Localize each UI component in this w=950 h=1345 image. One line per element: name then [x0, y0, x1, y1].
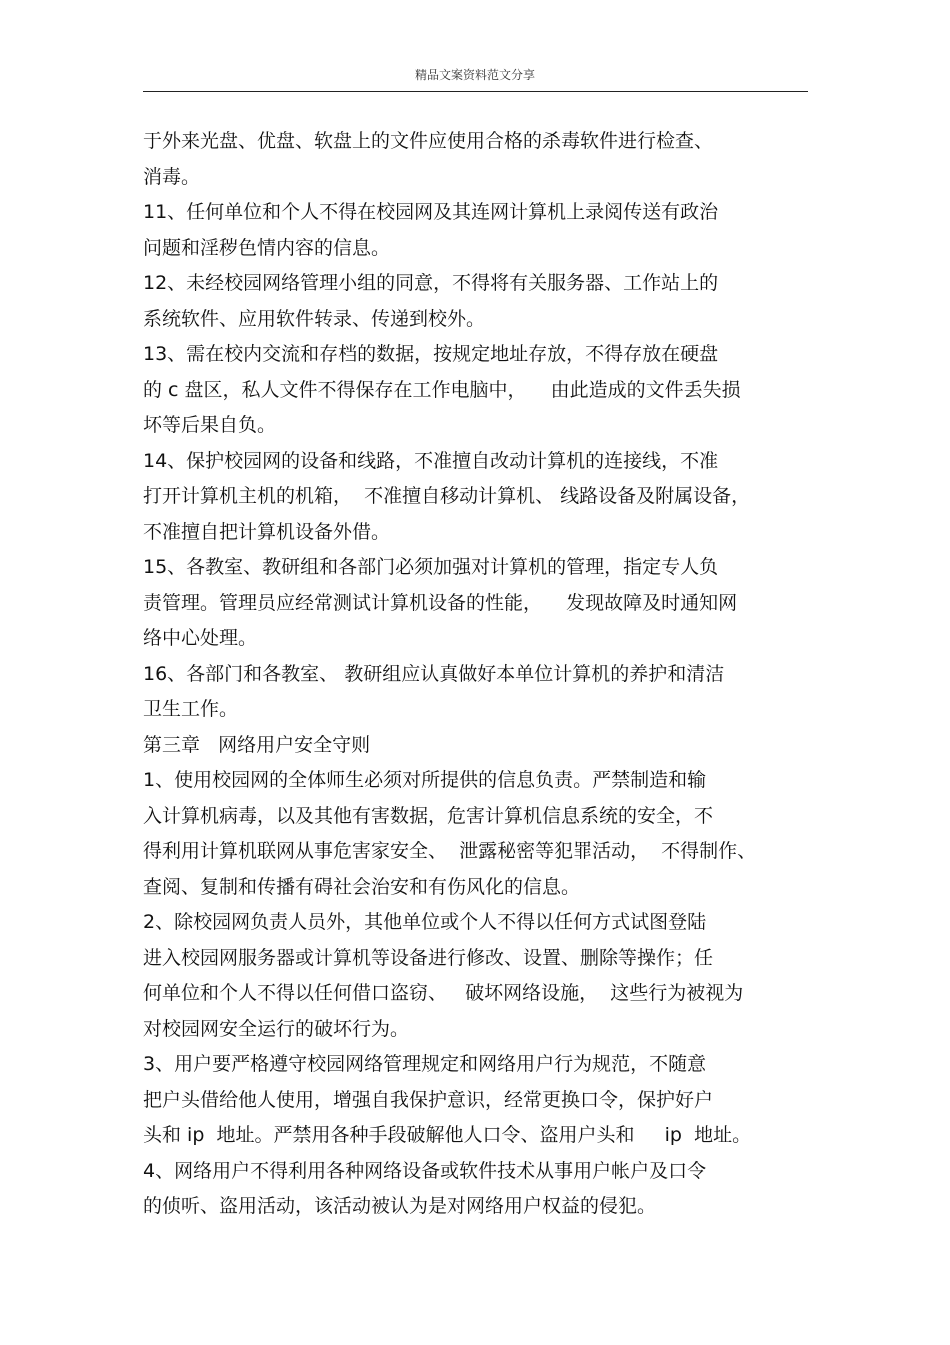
text-line: 系统软件、应用软件转录、传递到校外。 — [143, 307, 486, 330]
document-body — [143, 124, 823, 1225]
text-line: 何单位和个人不得以任何借口盗窃、 破坏网络设施， 这些行为被视为 — [143, 982, 744, 1004]
text-line: 13、需在校内交流和存档的数据，按规定地址存放，不得存放在硬盘 — [143, 343, 719, 365]
text-line: 4、网络用户不得利用各种网络设备或软件技术从事用户帐户及口令 — [143, 1159, 707, 1182]
text-line: 12、未经校园网络管理小组的同意，不得将有关服务器、工作站上的 — [143, 272, 719, 294]
text-line: 打开计算机主机的机箱， 不准擅自移动计算机、 线路设备及附属设备， — [143, 485, 751, 507]
text-line: 1、使用校园网的全体师生必须对所提供的信息负责。严禁制造和输 — [143, 769, 707, 791]
text-line: 卫生工作。 — [143, 698, 239, 720]
text-line: 消毒。 — [143, 165, 201, 188]
text-line: 15、各教室、教研组和各部门必须加强对计算机的管理，指定专人负 — [143, 556, 719, 578]
text-line: 的 c 盘区，私人文件不得保存在工作电脑中， 由此造成的文件丢失损 — [143, 378, 741, 401]
header-divider — [143, 91, 808, 92]
text-line: 对校园网安全运行的破坏行为。 — [143, 1017, 410, 1040]
text-line: 3、用户要严格遵守校园网络管理规定和网络用户行为规范，不随意 — [143, 1053, 707, 1075]
text-line: 16、各部门和各教室、 教研组应认真做好本单位计算机的养护和清洁 — [143, 662, 725, 685]
text-line: 于外来光盘、优盘、软盘上的文件应使用合格的杀毒软件进行检查、 — [143, 130, 714, 152]
text-line: 络中心处理。 — [143, 627, 258, 649]
text-line: 11、任何单位和个人不得在校园网及其连网计算机上录阅传送有政治 — [143, 201, 719, 223]
text-line: 责管理。管理员应经常测试计算机设备的性能， 发现故障及时通知网 — [143, 591, 738, 614]
text-line: 14、保护校园网的设备和线路，不准擅自改动计算机的连接线，不准 — [143, 449, 719, 472]
chapter-heading: 第三章 网络用户安全守则 — [143, 733, 371, 756]
text-line: 入计算机病毒，以及其他有害数据，危害计算机信息系统的安全，不 — [143, 804, 714, 827]
page-header: 精品文案资料范文分享 — [414, 68, 535, 82]
text-line: 头和 ip 地址。严禁用各种手段破解他人口令、盗用户头和 ip 地址。 — [143, 1124, 752, 1146]
text-line: 把户头借给他人使用，增强自我保护意识，经常更换口令，保护好户 — [143, 1088, 714, 1111]
text-line: 的侦听、盗用活动，该活动被认为是对网络用户权益的侵犯。 — [143, 1195, 657, 1217]
text-line: 进入校园网服务器或计算机等设备进行修改、设置、删除等操作；任 — [143, 946, 714, 969]
text-line: 问题和淫秽色情内容的信息。 — [143, 236, 391, 259]
text-line: 2、除校园网负责人员外，其他单位或个人不得以任何方式试图登陆 — [143, 911, 707, 933]
text-line: 得利用计算机联网从事危害家安全、 泄露秘密等犯罪活动， 不得制作、 — [143, 840, 757, 862]
text-line: 坏等后果自负。 — [143, 414, 277, 436]
text-line: 查阅、复制和传播有碍社会治安和有伤风化的信息。 — [143, 875, 581, 898]
text-line: 不准擅自把计算机设备外借。 — [143, 520, 391, 543]
